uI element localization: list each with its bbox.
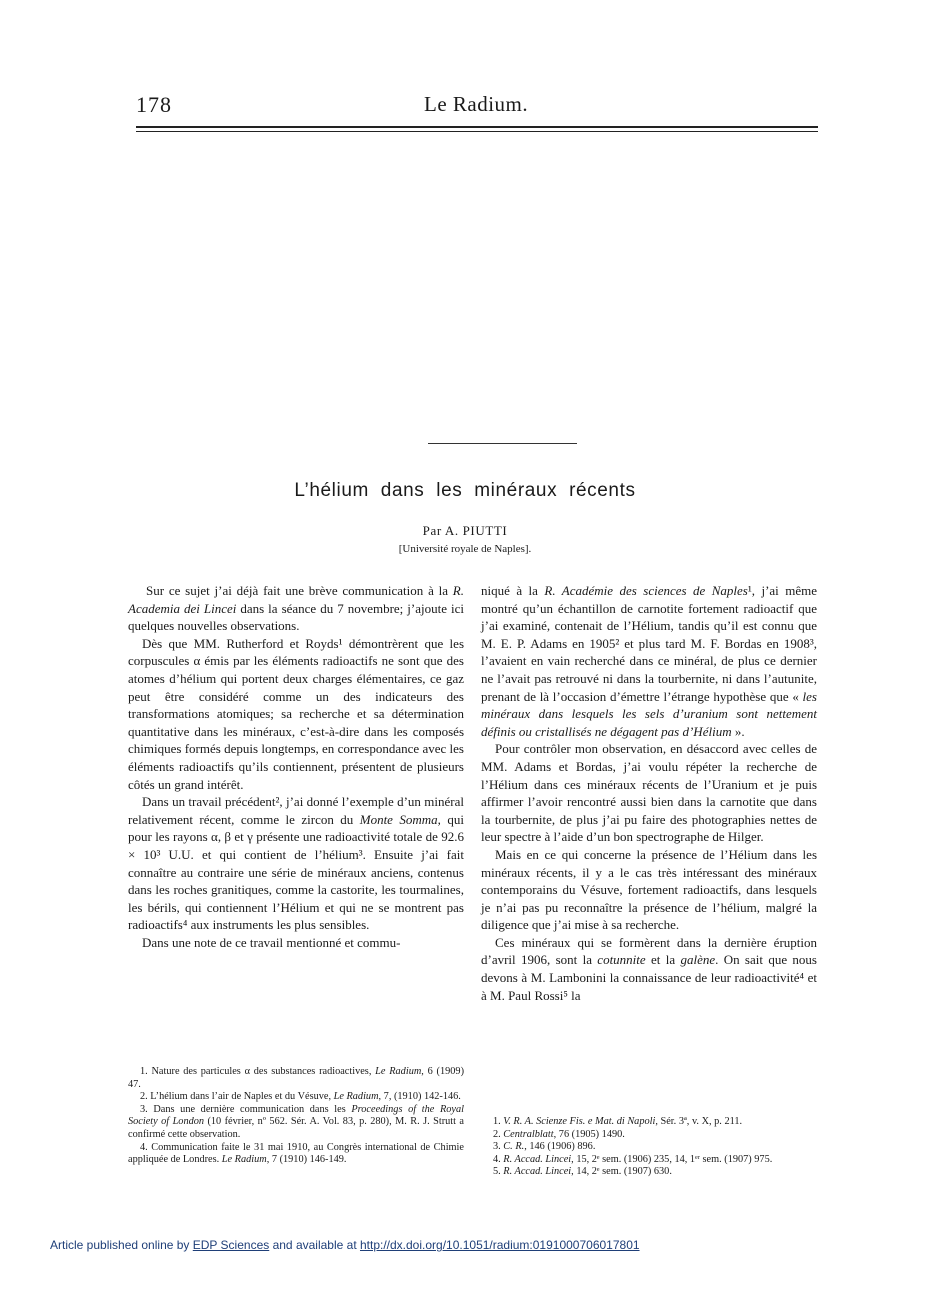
- text-run: , 6 (1909) 47.: [128, 1066, 465, 1090]
- text-run: 4.: [493, 1153, 504, 1165]
- edp-sciences-link[interactable]: EDP Sciences: [192, 1238, 270, 1252]
- paragraph: Pour contrôler mon observation, en désaccord avec celles de MM. Adams et Bordas, j’ai voulu répéter la recherche de l’Hélium dans ces minéraux récents de l’Uranium et je puis affirmer l’avoir rencontré aussi bien dans la carnotite que dans la tourbernite, de plus j’ai pu faire des photographies nettes de leur spectre à l’aide d’un bon spectrographe de Hilger.: [481, 741, 817, 845]
- italic-run: Le Radium: [333, 1091, 379, 1103]
- paragraph: Dans une note de ce travail mentionné et commu-: [142, 934, 401, 950]
- text-run: , 146 (1906) 896.: [524, 1141, 596, 1153]
- paragraph: Mais en ce qui concerne la présence de l’Hélium dans les minéraux récents, il y a le cas très intéressant des minéraux contemporains du Vésuve, fortement radioactifs, dans lesquels je n’ai pas pu reconnaître la présence de l’hélium, malgré la diligence que j’ai mise à sa recherche.: [481, 846, 817, 933]
- text-run: , Sér. 3ª, v. X, p. 211.: [655, 1116, 743, 1127]
- right-column: [481, 582, 817, 1004]
- paragraph: [481, 934, 817, 1004]
- title-separator-rule: [428, 443, 577, 444]
- italic-run: V. R. A. Scienze Fis. e Mat. di Napoli: [503, 1116, 656, 1127]
- text-run: Ces minéraux qui se formèrent dans la dernière éruption d’avril 1906, sont la: [481, 934, 817, 968]
- italic-run: Centralblatt: [503, 1128, 554, 1140]
- italic-run: C. R.: [503, 1141, 525, 1153]
- text-run: 1.: [493, 1116, 504, 1127]
- italic-run: cotunnite: [597, 952, 646, 968]
- paragraph: [128, 793, 464, 934]
- text-run: , 14, 2ᵉ sem. (1907) 630.: [571, 1166, 672, 1178]
- publication-banner: [50, 1238, 640, 1252]
- text-run: , 7 (1910) 146-149.: [266, 1154, 347, 1166]
- text-run: 2. L’hélium dans l’air de Naples et du Vésuve,: [140, 1091, 334, 1103]
- text-run: ¹, j’ai même montré qu’un échantillon de carnotite fortement radioactif que j’ai examiné, contenait de l’Hélium, tandis qu’il est connu que M. E. P. Adams en 1905² et plus tard M. F. Bordas en 1908³, l’avaient en vain recherché dans ce minéral, de plus ce dernier ne l’avait pas retrouvé ni dans la tourbernite, ni dans l’autunite, prenant de là l’occasion d’émettre l’étrange hypothèse que «: [481, 583, 818, 704]
- footnote: [128, 1091, 464, 1104]
- footnote: [481, 1166, 817, 1179]
- footnote: [481, 1141, 817, 1154]
- text-run: ».: [731, 723, 745, 739]
- text-run: , 76 (1905) 1490.: [553, 1128, 625, 1140]
- doi-link[interactable]: http://dx.doi.org/10.1051/radium:0191000706017801: [359, 1238, 640, 1252]
- text-run: , 7, (1910) 142-146.: [378, 1091, 461, 1103]
- text-run: 2.: [493, 1128, 504, 1140]
- text-run: Dans un travail précédent², j’ai donné l’exemple d’un minéral relativement récent, comme le zircon du: [128, 794, 464, 827]
- footnotes-left: [128, 1066, 464, 1167]
- footnote: [481, 1116, 817, 1129]
- text-run: , 15, 2ᵉ sem. (1906) 235, 14, 1ᵉʳ sem. (1907) 975.: [571, 1153, 773, 1165]
- italic-run: R. Accad. Lincei: [503, 1166, 572, 1178]
- italic-run: R. Académie des sciences de Naples: [544, 583, 748, 598]
- footnote: [128, 1104, 464, 1142]
- text-run: 3. Dans une dernière communication dans les: [140, 1103, 352, 1115]
- text-run: 5.: [493, 1166, 504, 1178]
- text-run: et la: [645, 952, 681, 968]
- banner-text: Article published online by: [50, 1238, 193, 1252]
- text-run: niqué à la: [481, 583, 545, 598]
- text-run: qui pour les rayons α, β et γ présente une radioactivité totale de 92.6 × 10³ U.U. et qui contient de l’hélium³. Ensuite j’ai fait connaître au contraire une série de minéraux anciens, contenus dans les roches granitiques, comme la castorite, les tourmalines, les bérils, qui contiennent l’Hélium et qui ne se montrent pas radioactifs⁴ aux instruments les plus sensibles.: [128, 811, 464, 933]
- footnote: [481, 1129, 817, 1142]
- paragraph: [128, 582, 464, 635]
- running-title: Le Radium.: [424, 92, 529, 116]
- paragraph: Dès que MM. Rutherford et Royds¹ démontrèrent que les corpuscules α émis par les éléments radioactifs ne sont que des atomes d’hélium qui portent deux charges élémentaires, ce gaz peut être considéré comme un des indicateurs des transformations atomiques; sa recherche et sa détermination quantitative dans les minéraux, c’est-à-dire dans les composés chimiques formés depuis longtemps, en correspondance avec les éléments radioactifs qu’ils contiennent, présentent de plusieurs côtés un grand intérêt.: [128, 635, 464, 792]
- author-affiliation: [Université royale de Naples].: [398, 543, 532, 555]
- text-run: . On sait que nous devons à M. Lambonini la connaissance de leur radioactivité⁴ et à M. Paul Rossi⁵ la: [481, 952, 817, 1003]
- italic-run: R. Academia dei Lincei: [128, 583, 464, 616]
- italic-run: Proceedings of the Royal Society of London: [128, 1103, 464, 1128]
- italic-run: galène: [680, 952, 716, 968]
- header-rule-thin: [136, 131, 818, 132]
- text-run: (10 février, nº 562. Sér. A. Vol. 83, p. 280), M. R. J. Strutt a confirmé cette observation.: [128, 1116, 465, 1140]
- italic-run: Monte Somma,: [359, 811, 441, 827]
- author-byline: Par A. PIUTTI: [422, 523, 508, 538]
- article-title: L’hélium dans les minéraux récents: [294, 480, 636, 501]
- text-run: dans la séance du 7 novembre; j’ajoute ici quelques nouvelles observations.: [128, 600, 464, 634]
- footnote: [128, 1142, 464, 1167]
- text-run: 1. Nature des particules α des substances radioactives,: [140, 1066, 376, 1077]
- italic-run: les minéraux dans lesquels les sels d’uranium sont nettement définis ou cristallisés ne dégagent pas d’Hélium: [481, 688, 817, 739]
- page-number: 178: [136, 92, 172, 117]
- footnote: [481, 1154, 817, 1167]
- banner-text: and available at: [269, 1238, 360, 1252]
- footnote: [128, 1066, 464, 1091]
- footnotes-right: [481, 1116, 817, 1179]
- paragraph: [481, 582, 817, 740]
- left-column: [128, 582, 464, 951]
- text-run: 3.: [493, 1141, 504, 1153]
- text-run: Sur ce sujet j’ai déjà fait une brève communication à la: [146, 583, 453, 598]
- italic-run: R. Accad. Lincei: [503, 1153, 572, 1165]
- header-rule-thick: [136, 126, 818, 128]
- italic-run: Le Radium: [375, 1066, 422, 1077]
- italic-run: Le Radium: [221, 1154, 267, 1166]
- text-run: 4. Communication faite le 31 mai 1910, au Congrès international de Chimie appliquée de Londres.: [128, 1141, 464, 1166]
